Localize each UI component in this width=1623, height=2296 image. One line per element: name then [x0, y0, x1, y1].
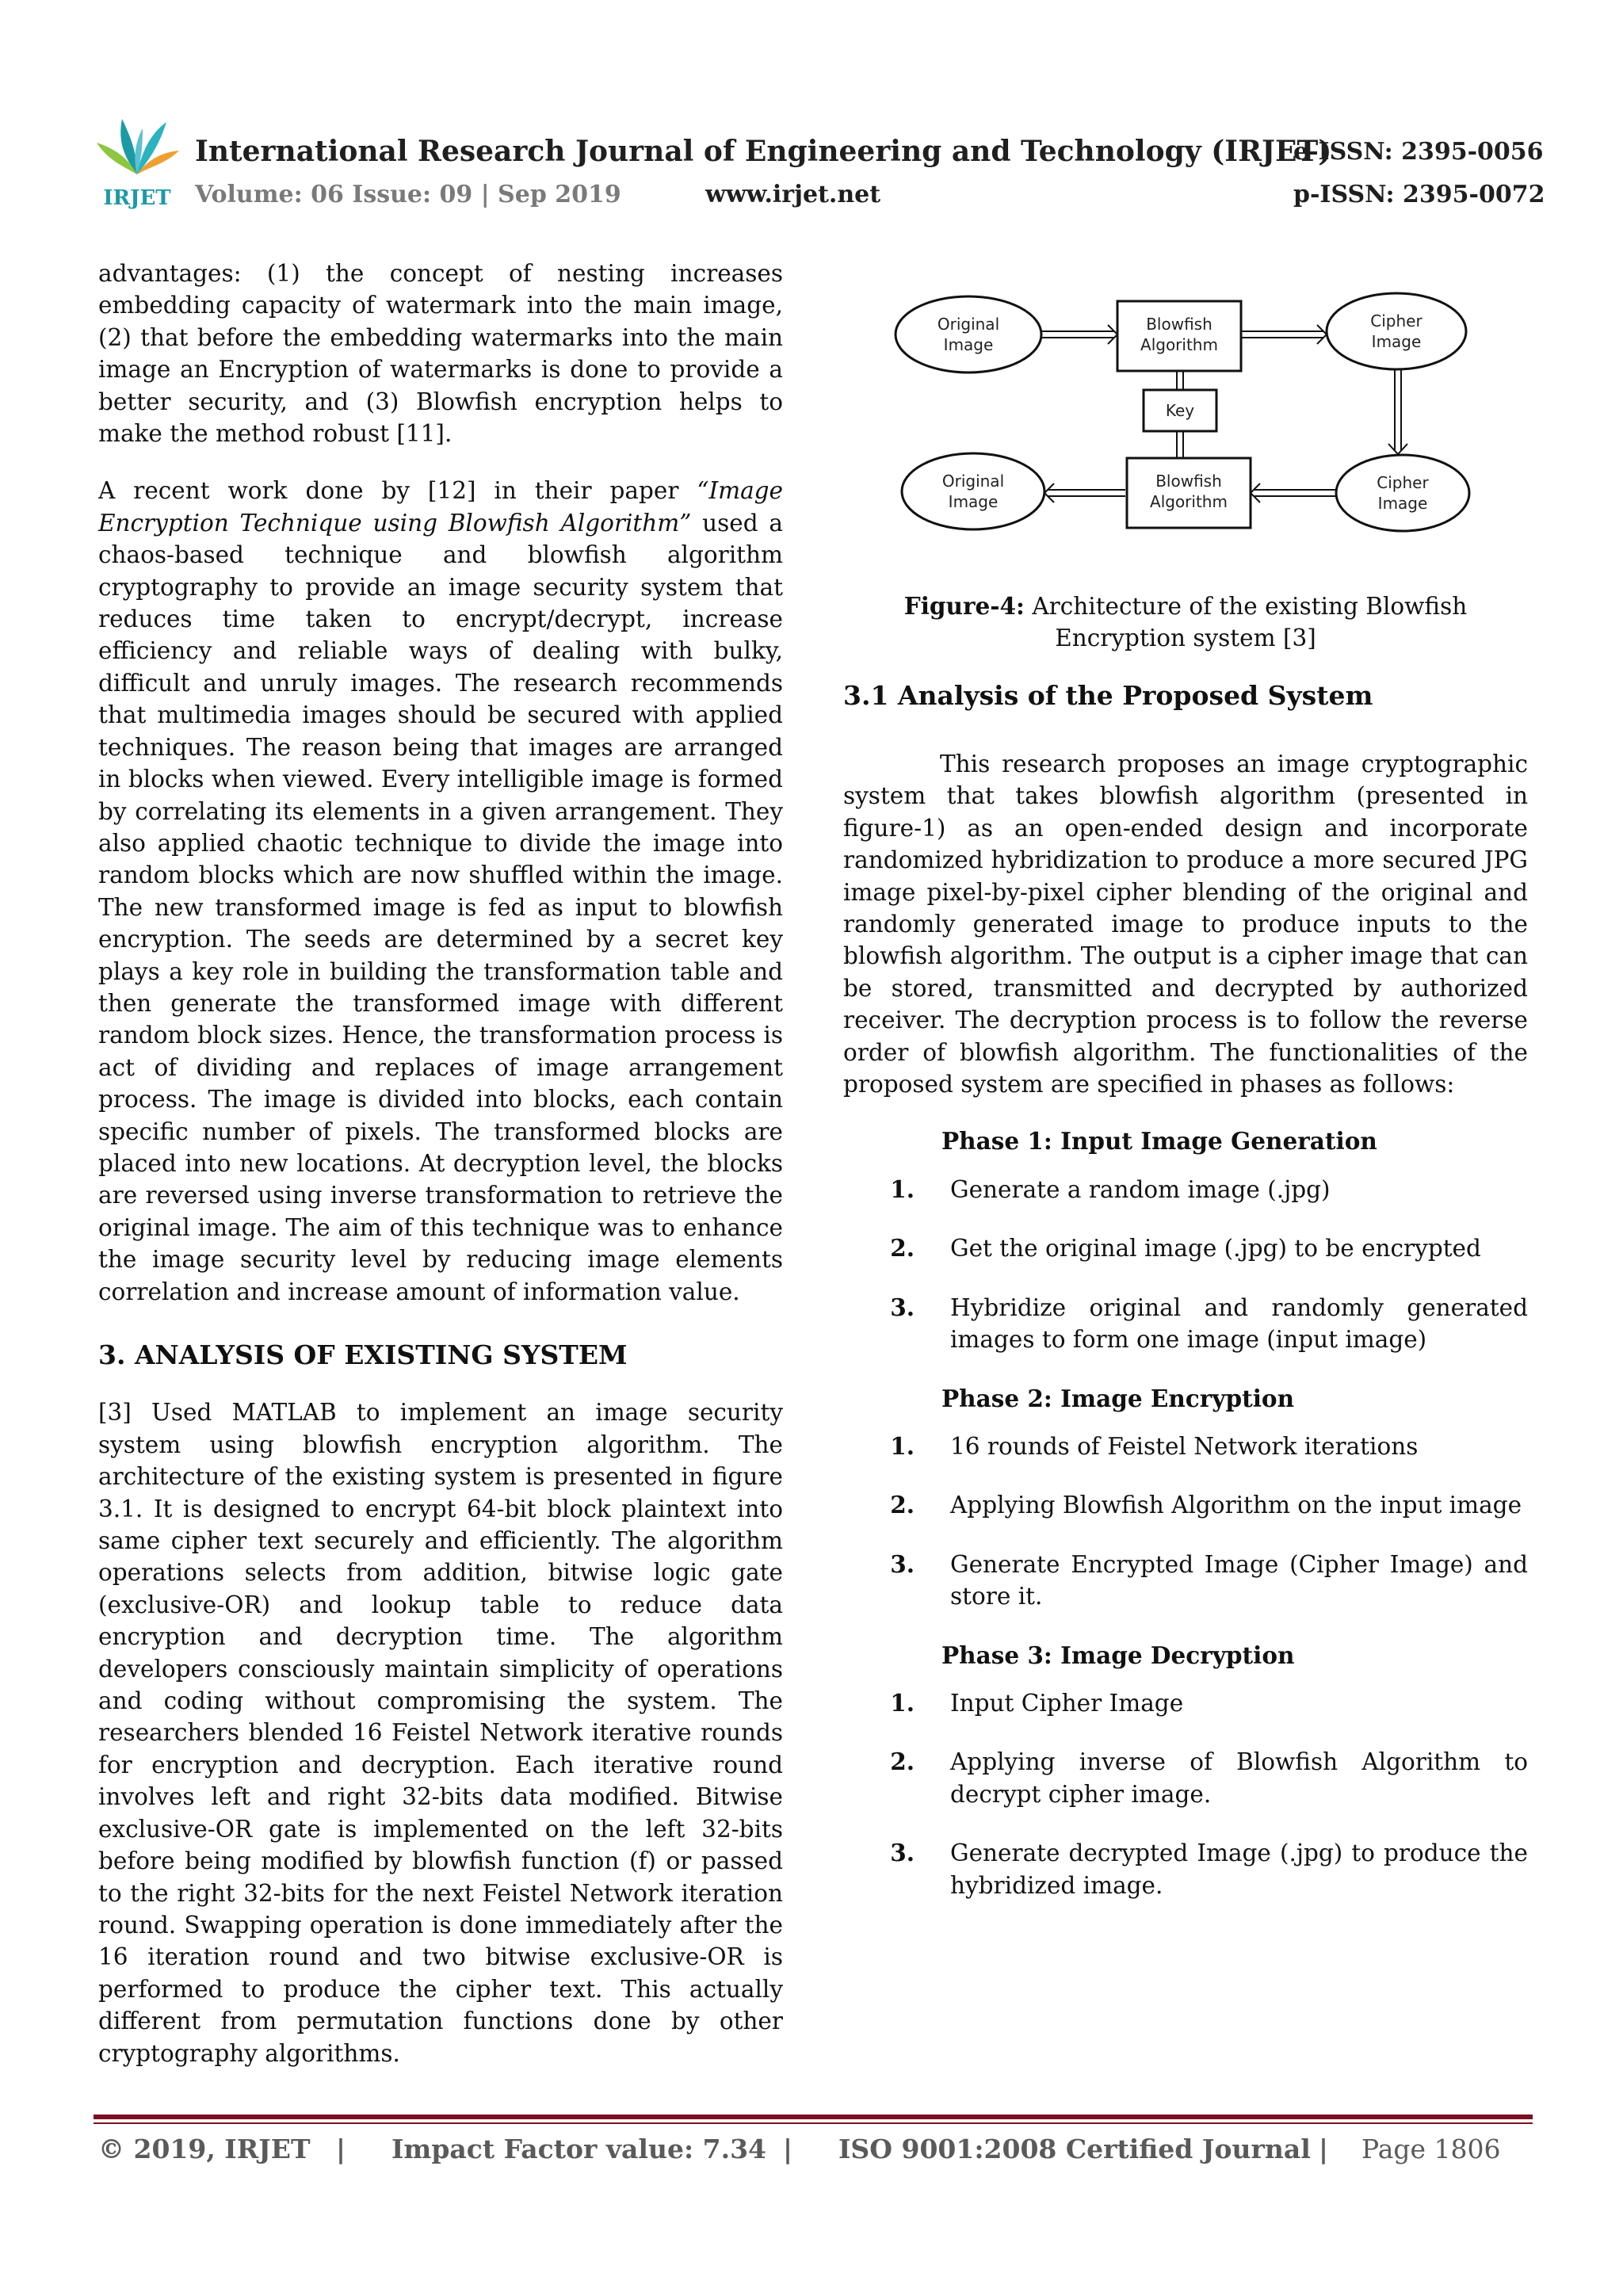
journal-title: International Research Journal of Engineering and Technology (IRJET) [195, 135, 1332, 168]
list-item [843, 1292, 1528, 1356]
paragraph-proposed-system: This research proposes an image cryptographic system that takes blowfish algorithm (presented in figure-1) as an open-ended design and incorporate randomized hybridization to produce a more secured JPG image pixel-by-pixel cipher blending of the original and randomly generated image to produce inputs to the blowfish algorithm. The output is a cipher image that can be stored, transmitted and decrypted by authorized receiver. The decryption process is to follow the reverse order of blowfish algorithm. The functionalities of the proposed system are specified in phases as follows: [843, 751, 1528, 1098]
section-heading-proposed-system: 3.1 Analysis of the Proposed System [843, 680, 1373, 711]
original-image-bottom-node [902, 453, 1044, 529]
node-label: Key [1165, 401, 1195, 420]
step-text: Applying Blowfish Algorithm on the input image [950, 1492, 1522, 1519]
list-item [843, 1687, 1528, 1719]
paragraph-advantages: advantages: (1) the concept of nesting increases embedding capacity of watermark into the main image, (2) that before the embedding watermarks into the main image an Encryption of watermarks is done to provide a better security, and (3) Blowfish encryption helps to make the method robust [11]. [98, 260, 783, 448]
step-text: 16 rounds of Feistel Network iterations [950, 1432, 1419, 1460]
list-item [843, 1837, 1528, 1901]
node-label: Algorithm [1140, 335, 1218, 354]
cited-paper-title: “Image Encryption Technique using Blowfish Algorithm” [98, 477, 783, 537]
paragraph-recent-work [98, 475, 783, 1308]
irjet-logo [94, 111, 181, 210]
arrow-blowfish-to-key [1177, 371, 1183, 390]
node-label: Image [948, 492, 999, 511]
node-label: Image [1371, 332, 1422, 351]
phase-2-heading: Phase 2: Image Encryption [941, 1384, 1295, 1412]
e-issn: e-ISSN: 2395-0056 [1293, 138, 1544, 166]
arrow-cipher-to-blowfish [1251, 483, 1336, 502]
step-text: Applying inverse of Blowfish Algorithm to decrypt cipher image. [950, 1748, 1528, 1808]
list-item [843, 1549, 1528, 1613]
phase-1-heading: Phase 1: Input Image Generation [941, 1127, 1377, 1156]
step-number: 1. [890, 1175, 915, 1203]
figure-caption [843, 590, 1528, 654]
step-text: Get the original image (.jpg) to be encrypted [950, 1235, 1481, 1263]
footer-separator: | [336, 2134, 346, 2164]
node-label: Blowfish [1146, 315, 1212, 334]
step-text: Generate Encrypted Image (Cipher Image) and store it. [950, 1550, 1528, 1610]
list-item [843, 1489, 1528, 1521]
paragraph-existing-system: [3] Used MATLAB to implement an image security system using blowfish encryption algorithm. The architecture of the existing system is presented in figure 3.1. It is designed to encrypt 64-bit block plaintext into same cipher text securely and efficiently. The algorithm operations selects from addition, bitwise logic gate (exclusive-OR) and lookup table to reduce data encryption and decryption time. The algorithm developers consciously maintain simplicity of operations and coding without compromising the system. The researchers blended 16 Feistel Network iterative rounds for encryption and decryption. Each iterative round involves left and right 32-bits data modified. Bitwise exclusive-OR gate is implemented on the left 32-bits before being modified by blowfish function (f) or passed to the right 32-bits for the next Feistel Network iteration round. Swapping operation is done immediately after the 16 iteration round and two bitwise exclusive-OR is performed to produce the cipher text. This actually different from permutation functions done by other cryptography algorithms. [98, 1399, 783, 2067]
step-number: 2. [890, 1234, 915, 1263]
node-label: Original [937, 315, 1000, 334]
footer-iso-certification: ISO 9001:2008 Certified Journal [838, 2134, 1311, 2164]
step-number: 1. [890, 1431, 915, 1460]
page-number: Page 1806 [1361, 2134, 1501, 2164]
step-text: Generate decrypted Image (.jpg) to produce the hybridized image. [950, 1839, 1528, 1899]
node-label: Cipher [1370, 311, 1423, 330]
phase-3-heading: Phase 3: Image Decryption [941, 1641, 1295, 1669]
section-heading-existing-system: 3. ANALYSIS OF EXISTING SYSTEM [98, 1339, 628, 1370]
cipher-image-top-node [1327, 293, 1466, 369]
footer-separator: | [1319, 2134, 1329, 2164]
footer-separator: | [783, 2134, 793, 2164]
node-label: Cipher [1377, 473, 1429, 492]
node-label: Image [1377, 494, 1428, 513]
arrow-key-to-blowfish [1177, 431, 1183, 458]
step-number: 2. [890, 1491, 915, 1519]
step-text: Hybridize original and randomly generated images to form one image (input image) [950, 1293, 1528, 1354]
step-text: Input Cipher Image [950, 1689, 1184, 1717]
original-image-top-node [896, 296, 1041, 372]
list-item [843, 1174, 1528, 1205]
arrow-blowfish-to-original [1044, 483, 1125, 502]
arrow-blowfish-to-cipher [1241, 325, 1327, 344]
node-label: Algorithm [1150, 492, 1228, 511]
step-number: 3. [890, 1549, 915, 1578]
step-text: Generate a random image (.jpg) [950, 1175, 1331, 1203]
architecture-diagram [872, 285, 1490, 539]
logo-leaves-icon [97, 119, 179, 174]
journal-website-link[interactable]: www.irjet.net [705, 181, 881, 208]
node-label: Image [943, 335, 994, 354]
p-issn: p-ISSN: 2395-0072 [1293, 181, 1545, 208]
step-number: 2. [890, 1748, 915, 1776]
footer-rule-thin [94, 2122, 1533, 2124]
node-label: Original [941, 472, 1005, 491]
left-column [98, 258, 783, 2069]
right-column [843, 748, 1528, 1928]
list-item [843, 1232, 1528, 1264]
caption-label: Figure-4: [903, 592, 1025, 620]
step-number: 3. [890, 1839, 915, 1867]
step-number: 3. [890, 1293, 915, 1321]
list-item [843, 1746, 1528, 1810]
step-number: 1. [890, 1688, 915, 1717]
cipher-image-bottom-node [1336, 455, 1469, 531]
arrow-original-to-blowfish [1041, 325, 1117, 344]
caption-text: Architecture of the existing Blowfish Encryption system [3] [1024, 593, 1468, 651]
logo-text: IRJET [103, 186, 171, 210]
volume-issue: Volume: 06 Issue: 09 | Sep 2019 [195, 181, 621, 208]
footer-rule [94, 2115, 1533, 2119]
footer-copyright: © 2019, IRJET [98, 2134, 311, 2164]
list-item [843, 1431, 1528, 1462]
text-run: A recent work done by [12] in their paper [98, 477, 697, 505]
footer-impact-factor: Impact Factor value: 7.34 [391, 2134, 766, 2164]
text-run: used a chaos-based technique and blowfish algorithm cryptography to provide an image security system that reduces time taken to encrypt/decrypt, increase efficiency and reliable ways of dealing with bulky, difficult and unruly images. The research recommends that multimedia images should be secured with applied techniques. The reason being that images are arranged in blocks when viewed. Every intelligible image is formed by correlating its elements in a given arrangement. They also applied chaotic technique to divide the image into random blocks which are now shuffled within the image. The new transformed image is fed as input to blowfish encryption. The seeds are determined by a secret key plays a key role in building the transformation table and then generate the transformed image with different random block sizes. Hence, the transformation process is act of dividing and replaces of image arrangement process. The image is divided into blocks, each contain specific number of pixels. The transformed blocks are placed into new locations. At decryption level, the blocks are reversed using inverse transformation to retrieve the original image. The aim of this technique was to enhance the image security level by reducing image elements correlation and increase amount of information value. [98, 509, 783, 1305]
node-label: Blowfish [1155, 472, 1222, 491]
arrow-cipher-down [1388, 369, 1407, 454]
